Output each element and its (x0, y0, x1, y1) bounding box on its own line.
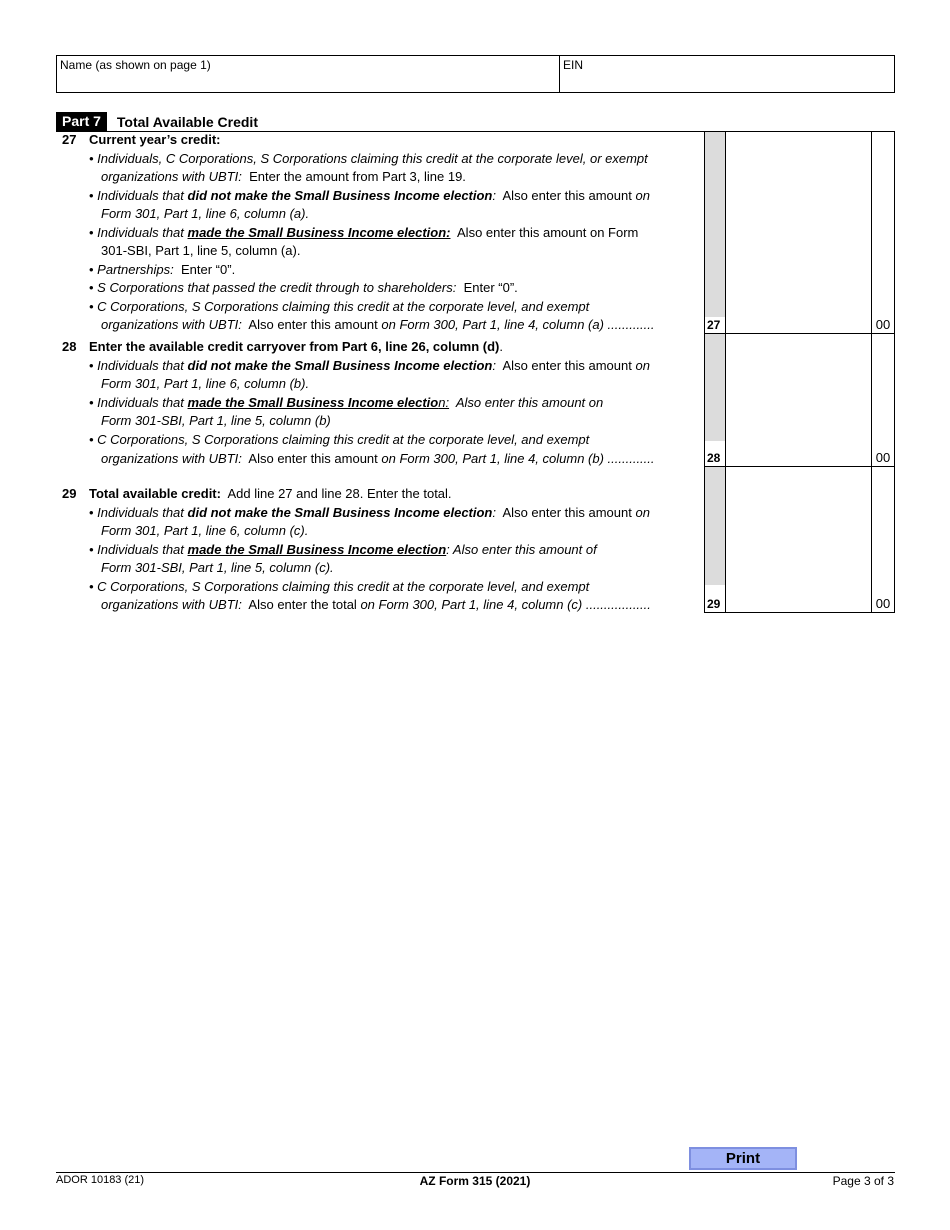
line-27-bullet-2-cont: Form 301, Part 1, line 6, column (a). (101, 206, 310, 221)
line-29-bullet-2: • Individuals that made the Small Business Income election: Also enter this amount of (89, 542, 597, 557)
line-28-bullet-1: • Individuals that did not make the Small Business Income election: Also enter this amount on (89, 358, 650, 373)
footer-page-number: Page 3 of 3 (832, 1174, 894, 1188)
line-28-bullet-1-cont: Form 301, Part 1, line 6, column (b). (101, 376, 310, 391)
line-27-number: 27 (62, 132, 77, 147)
line-27-amount-field[interactable] (726, 317, 871, 333)
line-27-bullet-1-cont: organizations with UBTI: Enter the amount from Part 3, line 19. (101, 169, 466, 184)
taxpayer-header-box (56, 55, 895, 93)
line-27-bullet-4: • Partnerships: Enter “0”. (89, 262, 236, 277)
line-28-bullet-3: • C Corporations, S Corporations claiming this credit at the corporate level, and exempt (89, 432, 590, 447)
part-title: Total Available Credit (116, 113, 258, 130)
ein-label: EIN (563, 58, 584, 72)
line-29-title: Total available credit: Add line 27 and line 28. Enter the total. (89, 486, 452, 501)
line-27-bullet-1: • Individuals, C Corporations, S Corporations claiming this credit at the corporate level, or exempt (89, 151, 648, 166)
line-29-number: 29 (62, 486, 77, 501)
line-27-box-number: 27 (705, 317, 725, 333)
line-29-cents: 00 (875, 596, 891, 611)
part-7-heading (56, 112, 258, 131)
footer-form-code: ADOR 10183 (21) (56, 1174, 145, 1186)
line-28-cents: 00 (875, 450, 891, 465)
name-label: Name (as shown on page 1) (60, 58, 211, 72)
line-28-title: Enter the available credit carryover from Part 6, line 26, column (d). (89, 339, 503, 354)
line-27-bullet-2: • Individuals that did not make the Small Business Income election: Also enter this amount on (89, 188, 650, 203)
line-29-box-number: 29 (705, 596, 725, 612)
line-28-amount-field[interactable] (726, 450, 871, 466)
line-29-bullet-2-cont: Form 301-SBI, Part 1, line 5, column (c). (101, 560, 334, 575)
line-29-bullet-1-cont: Form 301, Part 1, line 6, column (c). (101, 523, 309, 538)
line-27-bullet-3: • Individuals that made the Small Business Income election: Also enter this amount on Form (89, 225, 639, 240)
line-29-bullet-1: • Individuals that did not make the Small Business Income election: Also enter this amount on (89, 505, 650, 520)
line-29-bullet-3: • C Corporations, S Corporations claiming this credit at the corporate level, and exempt (89, 579, 590, 594)
line-29-amount-field[interactable] (726, 596, 871, 612)
line-28-bullet-2: • Individuals that made the Small Business Income election: Also enter this amount on (89, 395, 604, 410)
footer-form-title: AZ Form 315 (2021) (419, 1174, 531, 1188)
line-28-bullet-2-cont: Form 301-SBI, Part 1, line 5, column (b) (101, 413, 331, 428)
line-28-number: 28 (62, 339, 77, 354)
line-28-box-number: 28 (705, 450, 725, 466)
line-27-bullet-3-cont: 301-SBI, Part 1, line 5, column (a). (101, 243, 301, 258)
print-button[interactable]: Print (689, 1147, 797, 1170)
line-28-bullet-3-cont: organizations with UBTI: Also enter this amount on Form 300, Part 1, line 4, column (b) ............. (101, 451, 655, 466)
line-27-cents: 00 (875, 317, 891, 332)
line-27-bullet-6: • C Corporations, S Corporations claiming this credit at the corporate level, and exempt (89, 299, 590, 314)
line-29-bullet-3-cont: organizations with UBTI: Also enter the total on Form 300, Part 1, line 4, column (c) .................. (101, 597, 651, 612)
line-27-bullet-5: • S Corporations that passed the credit through to shareholders: Enter “0”. (89, 280, 518, 295)
part-tag: Part 7 (56, 112, 107, 131)
line-27-bullet-6-cont: organizations with UBTI: Also enter this amount on Form 300, Part 1, line 4, column (a) ............. (101, 317, 655, 332)
line-27-title: Current year’s credit: (89, 132, 221, 147)
